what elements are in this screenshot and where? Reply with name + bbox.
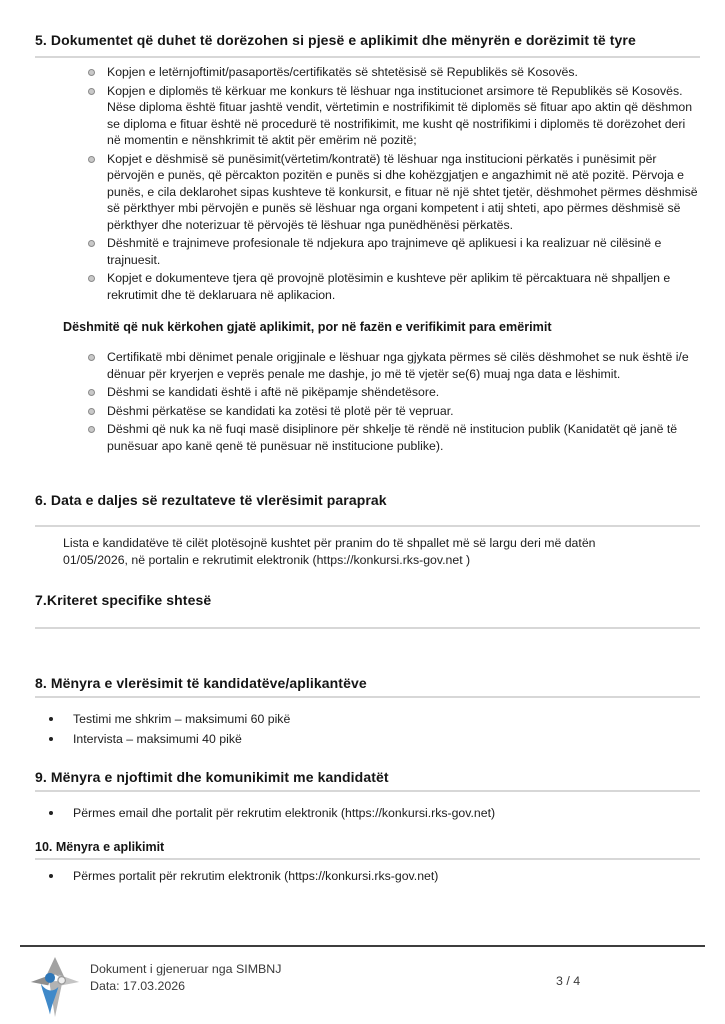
section-10-title: 10. Mënyra e aplikimit [35, 840, 165, 854]
circle-bullet-icon [88, 240, 95, 247]
list-item-text: Kopjen e letërnjoftimit/pasaportës/certifikatës së shtetësisë së Republikës së Kosovës. [107, 65, 578, 79]
list-item-text: Kopjet e dëshmisë së punësimit(vërtetim/kontratë) të lëshuar nga institucioni përkatës i punësimit për përvojën e punës, që përcakton pozitën e punës si dhe kohëzgjatjen e angazhimit në atë pozitë. Përvoja e punës, e cila deklarohet sipas kushteve të konkursit, e fituar në një shtet tjetër, dëshmohet përmes dëshmisë së përkthyer mbi përvojën e punës së lëshuar nga organi kompetent i atij shteti, apo përmes dëshmisë së përkthyer dhe noterizuar të përvojës të lëshuar nga punëdhënësi përkatës. [107, 151, 698, 232]
page-number: 3 / 4 [556, 974, 581, 988]
list-item-text: Intervista – maksimumi 40 pikë [73, 732, 242, 746]
list-item [49, 805, 700, 821]
section-7 [35, 590, 700, 629]
section-7-title: 7.Kriteret specifike shtesë [35, 592, 212, 608]
section-10 [35, 839, 700, 884]
list-item [88, 349, 700, 382]
simbnj-logo-icon [30, 956, 80, 1023]
section-8-title: 8. Mënyra e vlerësimit të kandidatëve/aplikantëve [35, 675, 367, 691]
section-5-title: 5. Dokumentet që duhet të dorëzohen si pjesë e aplikimit dhe mënyrën e dorëzimit të tyre [35, 32, 636, 48]
section-6 [35, 490, 700, 568]
list-item [88, 384, 700, 401]
dot-bullet-icon [49, 717, 53, 721]
section-9 [35, 767, 700, 821]
footer-text-block [90, 961, 281, 995]
dot-bullet-icon [49, 811, 53, 815]
footer-divider [20, 945, 705, 947]
circle-bullet-icon [88, 389, 95, 396]
list-item-text: Dëshmitë e trajnimeve profesionale të ndjekura apo trajnimeve që aplikuesi i ka realizuar në cilësinë e trajnuesit. [107, 236, 662, 267]
section-5-bullet-list [35, 64, 700, 303]
section-7-divider [35, 627, 700, 629]
list-item-text: Kopjet e dokumenteve tjera që provojnë plotësimin e kushteve për aplikim të përcaktuara në shpalljen e rekrutimit dhe të deklaruara në aplikacion. [107, 271, 671, 302]
section-5-subheading: Dëshmitë që nuk kërkohen gjatë aplikimit, por në fazën e verifikimit para emërimit [63, 320, 552, 334]
section-6-title: 6. Data e daljes së rezultateve të vlerësimit paraprak [35, 492, 387, 508]
list-item-text: Dëshmi përkatëse se kandidati ka zotësi të plotë për të vepruar. [107, 403, 454, 418]
list-item-text: Certifikatë mbi dënimet penale origjinale e lëshuar nga gjykata përmes së cilës dëshmohet se nuk është i/e dënuar për kryerjen e veprës penale me dashje, jo më të vjetër se(6) muaj nga data e lëshimit. [107, 350, 689, 381]
list-item-text: Përmes email dhe portalit për rekrutim elektronik (https://konkursi.rks-gov.net) [73, 806, 496, 820]
circle-bullet-icon [88, 69, 95, 76]
list-item [49, 711, 700, 727]
circle-bullet-icon [88, 156, 95, 163]
list-item [88, 270, 700, 303]
list-item [88, 403, 700, 420]
section-8-bullet-list [35, 711, 700, 747]
section-8 [35, 673, 700, 747]
section-9-bullet-list [35, 805, 700, 821]
circle-bullet-icon [88, 408, 95, 415]
list-item [88, 235, 700, 268]
list-item-text: Kopjen e diplomës të kërkuar me konkurs të lëshuar nga institucionet arsimore të Republikës së Kosovës. Nëse diploma është fituar jashtë vendit, vërtetimin e nostrifikimit të diplomës së fituar apo aktin që dëshmon se diploma e fituar është në procedurë të nostrifikimit, me kusht që nostrifikimi i diplomës të dorëzohet deri në momentin e nënshkrimit të aktit për emërim në pozitë; [107, 83, 693, 147]
list-item [88, 151, 700, 234]
section-9-divider [35, 790, 700, 792]
section-5-divider [35, 56, 700, 58]
section-5-verification-list [35, 349, 700, 454]
section-6-divider [35, 525, 700, 527]
footer-generated-by: Dokument i gjeneruar nga SIMBNJ [90, 962, 282, 976]
section-10-bullet-list [35, 868, 700, 884]
list-item [88, 64, 700, 81]
footer-date: Data: 17.03.2026 [90, 979, 186, 993]
dot-bullet-icon [49, 737, 53, 741]
section-9-title: 9. Mënyra e njoftimit dhe komunikimit me kandidatët [35, 769, 389, 785]
list-item [88, 421, 700, 454]
list-item-text: Testimi me shkrim – maksimumi 60 pikë [73, 712, 291, 726]
list-item-text: Dëshmi se kandidati është i aftë në pikëpamje shëndetësore. [107, 385, 440, 399]
circle-bullet-icon [88, 275, 95, 282]
section-8-divider [35, 696, 700, 698]
list-item [88, 83, 700, 149]
list-item-text: Dëshmi që nuk ka në fuqi masë disiplinore për shkelje të rëndë në institucion publik (Kanidatët që janë të punësuar apo kanë qenë të punësuar në institucione publike). [107, 422, 678, 453]
dot-bullet-icon [49, 874, 53, 878]
list-item-text: Përmes portalit për rekrutim elektronik (https://konkursi.rks-gov.net) [73, 869, 439, 883]
list-item [49, 868, 700, 884]
section-5 [35, 30, 700, 454]
circle-bullet-icon [88, 426, 95, 433]
list-item [49, 731, 700, 747]
section-10-divider [35, 858, 700, 860]
section-6-paragraph: Lista e kandidatëve të cilët plotësojnë kushtet për pranim do të shpallet më së largu deri më datën 01/05/2026, në portalin e rekrutimit elektronik (https://konkursi.rks-gov.net ) [63, 536, 596, 567]
circle-bullet-icon [88, 354, 95, 361]
circle-bullet-icon [88, 88, 95, 95]
